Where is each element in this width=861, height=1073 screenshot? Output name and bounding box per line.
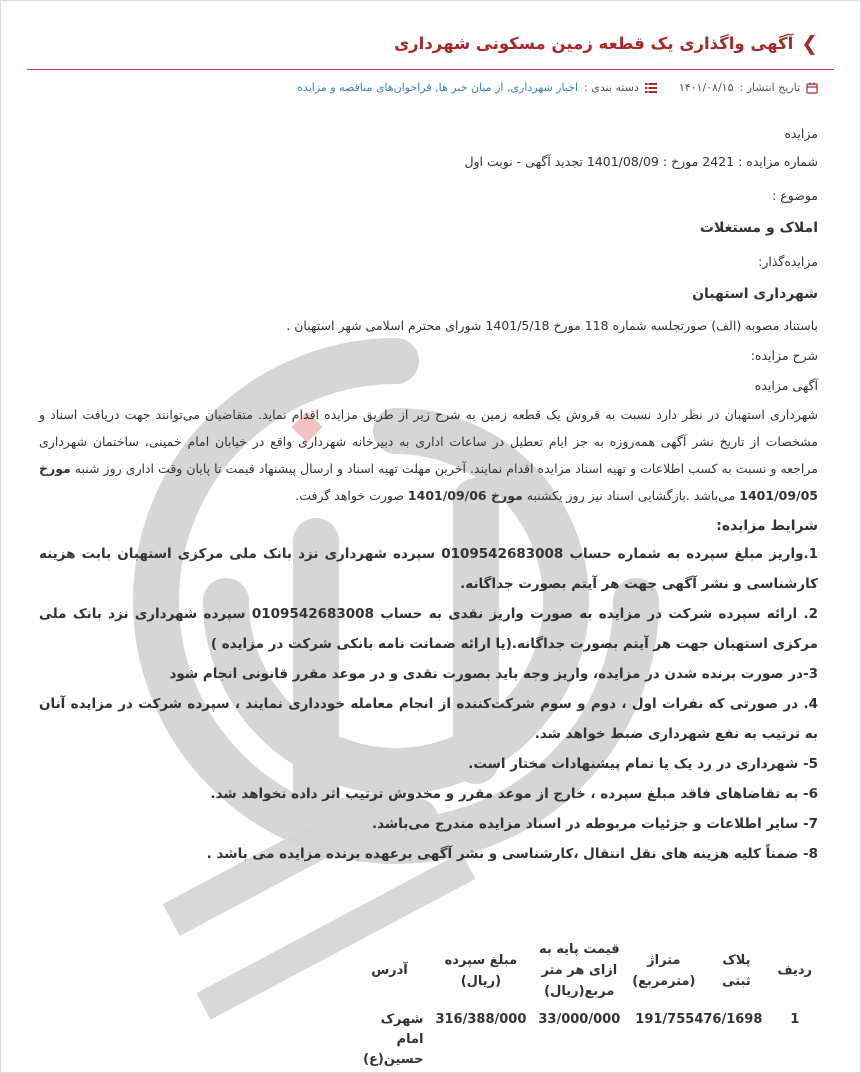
condition-item-1: 1.واریز مبلغ سپرده به شماره حساب 0109542683008 سپرده شهرداری نزد بانک ملی مرکزی استهبان بابت هزینه کارشناسی و نشر آگهی جهت هر آیتم بصورت جداگانه. <box>39 546 818 592</box>
basis-line: باستناد مصوبه (الف) صورتجلسه شماره 118 مورخ 1401/5/18 شورای محترم اسلامی شهر استهبان . <box>286 318 818 333</box>
description-paragraph <box>39 401 818 509</box>
cell-deposit: 316/388/000 <box>435 1012 527 1027</box>
description-text-1: شهرداری استهبان در نظر دارد نسبت به فروش یک قطعه زمین به شرح زیر از طریق مزایده اقدام نماید. متقاضیان می‌توانند جهت دریافت اسناد و مشخصات از تاریخ نشر آگهی همه‌روزه به جز ایام تعطیل در ساعات اداری به دبیرخانه شهرداری واقع در خیابان امام خمینی، ساختمان شهرداری مراجعه و نسبت به کسب اطلاعات و تهیه اسناد مزایده اقدام نمایند. آخرین مهلت تهیه اسناد و ارسال پیشنهاد قیمت تا پایان وقت اداری روز شنبه <box>39 407 818 476</box>
header-deposit: مبلغ سپرده (ریال) <box>444 952 518 989</box>
conditions-heading: شرایط مزایده: <box>716 518 818 534</box>
header-address: آدرس <box>371 963 408 978</box>
chevron-right-icon[interactable]: ❯ <box>801 31 818 55</box>
table-row <box>349 1002 818 1070</box>
category-label: دسته بندی : <box>584 81 639 94</box>
condition-item-8: 8- ضمناً کلیه هزینه های نقل انتقال ،کارشناسی و نشر آگهی برعهده برنده مزایده می باشد . <box>206 846 818 862</box>
page-title: آگهی واگذاری یک قطعه زمین مسکونی شهرداری <box>394 33 794 53</box>
cell-plate: 191/755476/1698 <box>635 1012 763 1027</box>
publish-date-value: ۱۴۰۱/۰۸/۱۵ <box>678 81 734 94</box>
description-text-2: می‌باشد .بازگشایی اسناد نیز روز یکشنبه <box>522 488 740 503</box>
condition-item-5: 5- شهرداری در رد یک یا تمام پیشنهادات مختار است. <box>468 756 818 772</box>
condition-item-3: 3-در صورت برنده شدن در مزایده، واریز وجه باید بصورت نقدی و در موعد مقرر قانونی انجام شود <box>169 666 818 682</box>
post-meta <box>31 81 818 94</box>
publish-date-label: تاریخ انتشار : <box>739 81 800 94</box>
subject-label: موضوع : <box>772 188 818 203</box>
condition-item-4: 4. در صورتی که نفرات اول ، دوم و سوم شرکت‌کننده از انجام معامله خودداری نمایند ، سپرده شرکت در مزایده آنان به ترتیب به نفع شهرداری ضبط خواهد شد. <box>39 696 818 742</box>
asset-table <box>349 939 818 1070</box>
opening-date: مورخ 1401/09/06 <box>407 488 523 503</box>
description-text-3: صورت خواهد گرفت. <box>295 488 408 503</box>
news-title-row <box>43 33 818 53</box>
list-icon <box>645 82 657 94</box>
header-area: متراژ (مترمربع) <box>632 952 696 989</box>
cell-row-number: 1 <box>790 1012 800 1027</box>
table-header-row <box>349 939 818 1002</box>
condition-item-2: 2. ارائه سپرده شرکت در مزایده به صورت واریز نقدی به حساب 0109542683008 سپرده شهرداری نزد بانک ملی مرکزی استهبان جهت هر آیتم بصورت جداگانه.(یا ارائه ضمانت نامه بانکی شرکت در مزایده ) <box>39 606 818 652</box>
auctioneer-label: مزایده‌گذار: <box>758 254 818 269</box>
deadline-date: مورخ 1401/09/05 <box>39 461 818 503</box>
auction-number-line: شماره مزایده : 2421 مورخ : 1401/08/09 تجدید آگهی - نوبت اول <box>464 154 818 169</box>
header-plate: پلاک ثبتی <box>722 952 751 989</box>
condition-item-7: 7- سایر اطلاعات و جزئیات مربوطه در اسناد مزایده مندرج می‌باشد. <box>371 816 818 832</box>
category-links[interactable]: اخبار شهرداری, از میان خبر ها, فراخوان‌های مناقصه و مزایده <box>297 81 579 94</box>
calendar-icon <box>806 82 818 94</box>
header-base-price: قیمت پایه به ازای هر متر مربع(ریال) <box>538 942 620 999</box>
cell-base-price: 33/000/000 <box>538 1012 621 1027</box>
auction-heading: مزایده <box>784 126 818 141</box>
auctioneer-value: شهرداری استهبان <box>692 286 818 302</box>
description-title: آگهی مزایده <box>754 378 818 393</box>
cell-address: شهرک امام حسین(ع) <box>363 1012 424 1067</box>
subject-value: املاک و مستغلات <box>699 220 818 236</box>
condition-item-6: 6- به تقاضاهای فاقد مبلغ سپرده ، خارج از موعد مقرر و مخدوش ترتیب اثر داده نخواهد شد. <box>210 786 818 802</box>
description-label: شرح مزایده: <box>750 348 818 363</box>
title-divider <box>27 69 834 70</box>
article-body <box>39 121 818 869</box>
header-row-number: ردیف <box>777 963 812 978</box>
